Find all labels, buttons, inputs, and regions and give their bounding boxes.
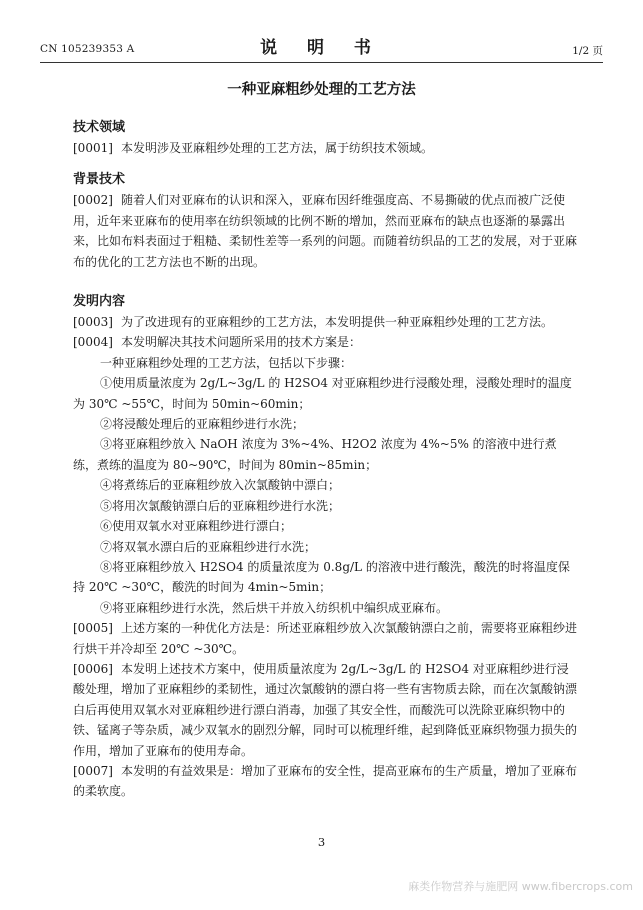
paragraph-0006 [73,659,578,761]
paragraph-number: [0002] [73,193,113,208]
header-divider [40,62,603,63]
document-title: 一种亚麻粗纱处理的工艺方法 [227,81,416,98]
method-intro: 一种亚麻粗纱处理的工艺方法，包括以下步骤： [100,355,353,370]
section-heading-field: 技术领域 [73,120,126,135]
paragraph-0002 [73,190,578,272]
step-6: ⑥使用双氧水对亚麻粗纱进行漂白； [100,519,293,534]
step-9: ⑨将亚麻粗纱进行水洗，然后烘干并放入纺织机中编织成亚麻布。 [100,600,449,615]
document-type: 说 明 书 [260,38,383,58]
step-8: ⑧将亚麻粗纱放入 H2SO4 的质量浓度为 0.8g/L 的溶液中进行酸洗，酸洗的时将温度保持 20℃ ~30℃，酸洗的时间为 4min~5min； [73,559,570,595]
step-5: ⑤将用次氯酸钠漂白后的亚麻粗纱进行水洗； [100,498,341,513]
paragraph-0007 [73,761,578,802]
paragraph-text: 本发明上述技术方案中，使用质量浓度为 2g/L~3g/L 的 H2SO4 对亚麻粗纱进行浸酸处理，增加了亚麻粗纱的柔韧性，通过次氯酸钠的漂白将一些有害物质去除，而在次氯酸钠漂白后再使用双氧水对亚麻粗纱进行漂白消毒，加强了其安全性，而酸洗可以洗除亚麻织物中的铁、锰离子等杂质，减少双氧水的剧烈分解，同时可以梳理纤维，起到降低亚麻织物强力损失的作用，增加了亚麻布的使用寿命。 [73,661,578,758]
paragraph-number: [0006] [73,661,113,676]
paragraph-text: 上述方案的一种优化方法是：所述亚麻粗纱放入次氯酸钠漂白之前，需要将亚麻粗纱进行烘干并冷却至 20℃ ~30℃。 [73,621,578,656]
paragraph-0005 [73,618,578,659]
section-heading-content: 发明内容 [73,294,126,310]
paragraph-0001 [73,138,578,158]
step-1: ①使用质量浓度为 2g/L~3g/L 的 H2SO4 对亚麻粗纱进行浸酸处理，浸酸处理时的温度为 30℃ ~55℃，时间为 50min~60min； [73,376,572,411]
paragraph-number: [0001] [73,141,113,155]
step-7: ⑦将双氧水漂白后的亚麻粗纱进行水洗； [100,539,317,554]
patent-number: CN 105239353 A [40,43,135,55]
step-3: ③将亚麻粗纱放入 NaOH 浓度为 3%~4%、H2O2 浓度为 4%~5% 的溶液中进行煮练，煮练的温度为 80~90℃，时间为 80min~85min； [73,437,557,472]
paragraph-number: [0004] [73,335,113,350]
document-body [73,118,578,802]
paragraph-0003 [73,312,578,332]
paragraph-text: 本发明的有益效果是：增加了亚麻布的安全性，提高亚麻布的生产质量，增加了亚麻布的柔软度。 [73,763,578,799]
paragraph-number: [0007] [73,763,113,778]
section-heading-background: 背景技术 [73,172,126,188]
page-indicator: 1/2 页 [572,45,603,57]
paragraph-text: 随着人们对亚麻布的认识和深入，亚麻布因纤维强度高、不易撕破的优点而被广泛使用，近年来亚麻布的使用率在纺织领域的比例不断的增加，然而亚麻布的缺点也逐渐的暴露出来，比如布料表面过于粗糙、柔韧性差等一系列的问题。而随着纺织品的工艺的发展，对于亚麻布的优化的工艺方法也不断的出现。 [73,193,578,269]
step-4: ④将煮练后的亚麻粗纱放入次氯酸钠中漂白； [100,478,341,493]
step-2: ②将浸酸处理后的亚麻粗纱进行水洗； [100,417,305,432]
site-watermark: 麻类作物营养与施肥网 www.fibercrops.com [408,880,633,893]
paragraph-number: [0005] [73,621,113,636]
paragraph-text: 为了改进现有的亚麻粗纱的工艺方法，本发明提供一种亚麻粗纱处理的工艺方法。 [121,315,554,330]
page-number: 3 [317,835,326,849]
paragraph-0004 [73,332,578,352]
paragraph-text: 本发明涉及亚麻粗纱处理的工艺方法，属于纺织技术领域。 [121,141,434,155]
paragraph-text: 本发明解决其技术问题所采用的技术方案是： [121,335,362,350]
paragraph-number: [0003] [73,315,113,330]
